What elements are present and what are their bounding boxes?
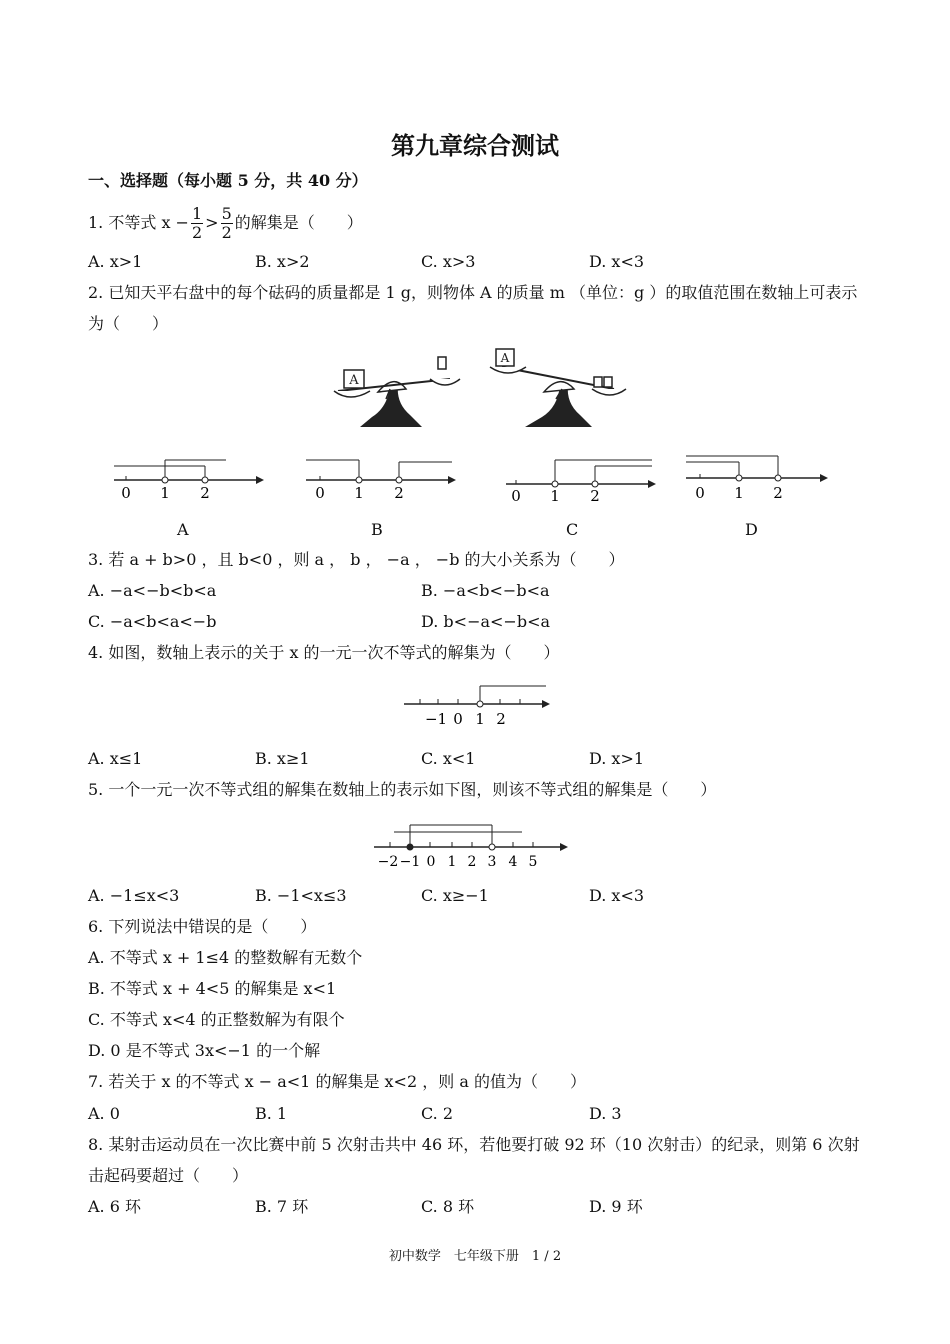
page-title: 第九章综合测试 [391,131,559,160]
tick-label-5: 5 [528,854,538,870]
fraction-five-halves [221,205,233,242]
q8-option-a: A. 6 环 [88,1197,141,1216]
tick-label-2: 2 [200,484,210,502]
q4-numberline-figure [400,678,560,730]
object-a-label: A [349,373,359,388]
question-8-stem: 8. 某射击运动员在一次比赛中前 5 次射击共中 46 环，若他要打破 92 环（10 次射击）的纪录，则第 6 次射 [88,1135,860,1154]
tick-label-0: 0 [315,484,325,502]
tick-label-neg2: −2 [377,854,399,870]
q5-numberline-figure [370,817,580,873]
tick-label-0: 0 [453,710,463,728]
figure-label-b: B [371,520,383,539]
tick-label-1: 1 [475,710,485,728]
q5-option-d: D. x<3 [589,886,645,905]
q8-option-b: B. 7 环 [255,1197,309,1216]
q5-option-c: C. x≥−1 [421,886,489,905]
question-5-stem: 5. 一个一元一次不等式组的解集在数轴上的表示如下图，则该不等式组的解集是（ ） [88,780,717,799]
q7-option-c: C. 2 [421,1104,454,1123]
q7-option-b: B. 1 [255,1104,288,1123]
question-6-stem: 6. 下列说法中错误的是（ ） [88,917,317,936]
tick-label-1: 1 [354,484,364,502]
q8-option-d: D. 9 环 [589,1197,643,1216]
tick-label-neg1: −1 [424,710,448,728]
page-footer: 初中数学 七年级下册 1 / 2 [388,1249,562,1264]
q5-option-a: A. −1≤x<3 [88,886,180,905]
tick-label-0: 0 [426,854,436,870]
q6-option-d: D. 0 是不等式 3x<−1 的一个解 [88,1041,321,1060]
q3-option-b: B. −a<b<−b<a [421,581,550,600]
tick-label-2: 2 [496,710,506,728]
balance-scale-right [490,349,626,427]
q1-stem-part: 的解集是（ ） [234,213,363,232]
tick-label-0: 0 [121,484,131,502]
tick-label-neg1: −1 [399,854,421,870]
q1-option-a: A. x>1 [88,252,143,271]
question-1-stem [88,203,363,243]
numberline-option-a [108,450,268,510]
q1-stem-part: > [205,213,219,232]
tick-label-3: 3 [487,854,497,870]
numberline-option-b [300,450,460,510]
figure-label-c: C [566,520,579,539]
tick-label-0: 0 [511,487,521,505]
question-2-stem: 2. 已知天平右盘中的每个砝码的质量都是 1 g，则物体 A 的质量 m （单位：g ）的取值范围在数轴上可表示 [88,283,858,302]
q5-option-b: B. −1<x≤3 [255,886,347,905]
q3-option-a: A. −a<−b<b<a [88,581,217,600]
numberline-option-c [500,450,660,510]
q6-option-a: A. 不等式 x + 1≤4 的整数解有无数个 [88,948,363,967]
fraction-denominator: 2 [191,223,203,242]
question-4-stem: 4. 如图，数轴上表示的关于 x 的一元一次不等式的解集为（ ） [88,643,560,662]
balance-scale-left [334,357,460,427]
tick-label-1: 1 [447,854,457,870]
q7-option-a: A. 0 [88,1104,120,1123]
q6-option-c: C. 不等式 x<4 的正整数解为有限个 [88,1010,345,1029]
q1-option-b: B. x>2 [255,252,310,271]
q8-option-c: C. 8 环 [421,1197,475,1216]
tick-label-1: 1 [160,484,170,502]
numberline-option-d [680,450,840,510]
q6-option-b: B. 不等式 x + 4<5 的解集是 x<1 [88,979,337,998]
q3-option-c: C. −a<b<a<−b [88,612,217,631]
fraction-denominator: 2 [221,223,232,242]
tick-label-2: 2 [773,484,783,502]
object-a-label: A [500,351,510,365]
q4-option-a: A. x≤1 [88,749,143,768]
tick-label-0: 0 [695,484,705,502]
question-8-stem-cont: 击起码要超过（ ） [88,1166,249,1185]
q7-option-d: D. 3 [589,1104,622,1123]
fraction-numerator: 1 [191,204,203,223]
figure-label-d: D [745,520,758,539]
balance-scales-figure [330,345,630,435]
figure-label-a: A [177,520,189,539]
question-3-stem: 3. 若 a + b>0 ，且 b<0 ，则 a ， b ， −a ， −b 的大小关系为（ ） [88,550,625,569]
fraction-one-half [191,205,203,242]
question-2-stem-cont: 为（ ） [88,314,169,333]
q1-option-d: D. x<3 [589,252,645,271]
q4-option-d: D. x>1 [589,749,645,768]
tick-label-1: 1 [550,487,560,505]
q4-option-b: B. x≥1 [255,749,310,768]
tick-label-2: 2 [467,854,477,870]
fraction-numerator: 5 [221,204,232,223]
section-heading: 一、选择题（每小题 5 分，共 40 分） [88,171,368,190]
q4-option-c: C. x<1 [421,749,476,768]
q1-option-c: C. x>3 [421,252,476,271]
q1-stem-part: 1. 不等式 x − [88,213,189,232]
q3-option-d: D. b<−a<−b<a [421,612,551,631]
tick-label-2: 2 [590,487,600,505]
question-7-stem: 7. 若关于 x 的不等式 x − a<1 的解集是 x<2 ，则 a 的值为（ ） [88,1072,586,1091]
tick-label-1: 1 [734,484,744,502]
tick-label-4: 4 [508,854,518,870]
tick-label-2: 2 [394,484,404,502]
